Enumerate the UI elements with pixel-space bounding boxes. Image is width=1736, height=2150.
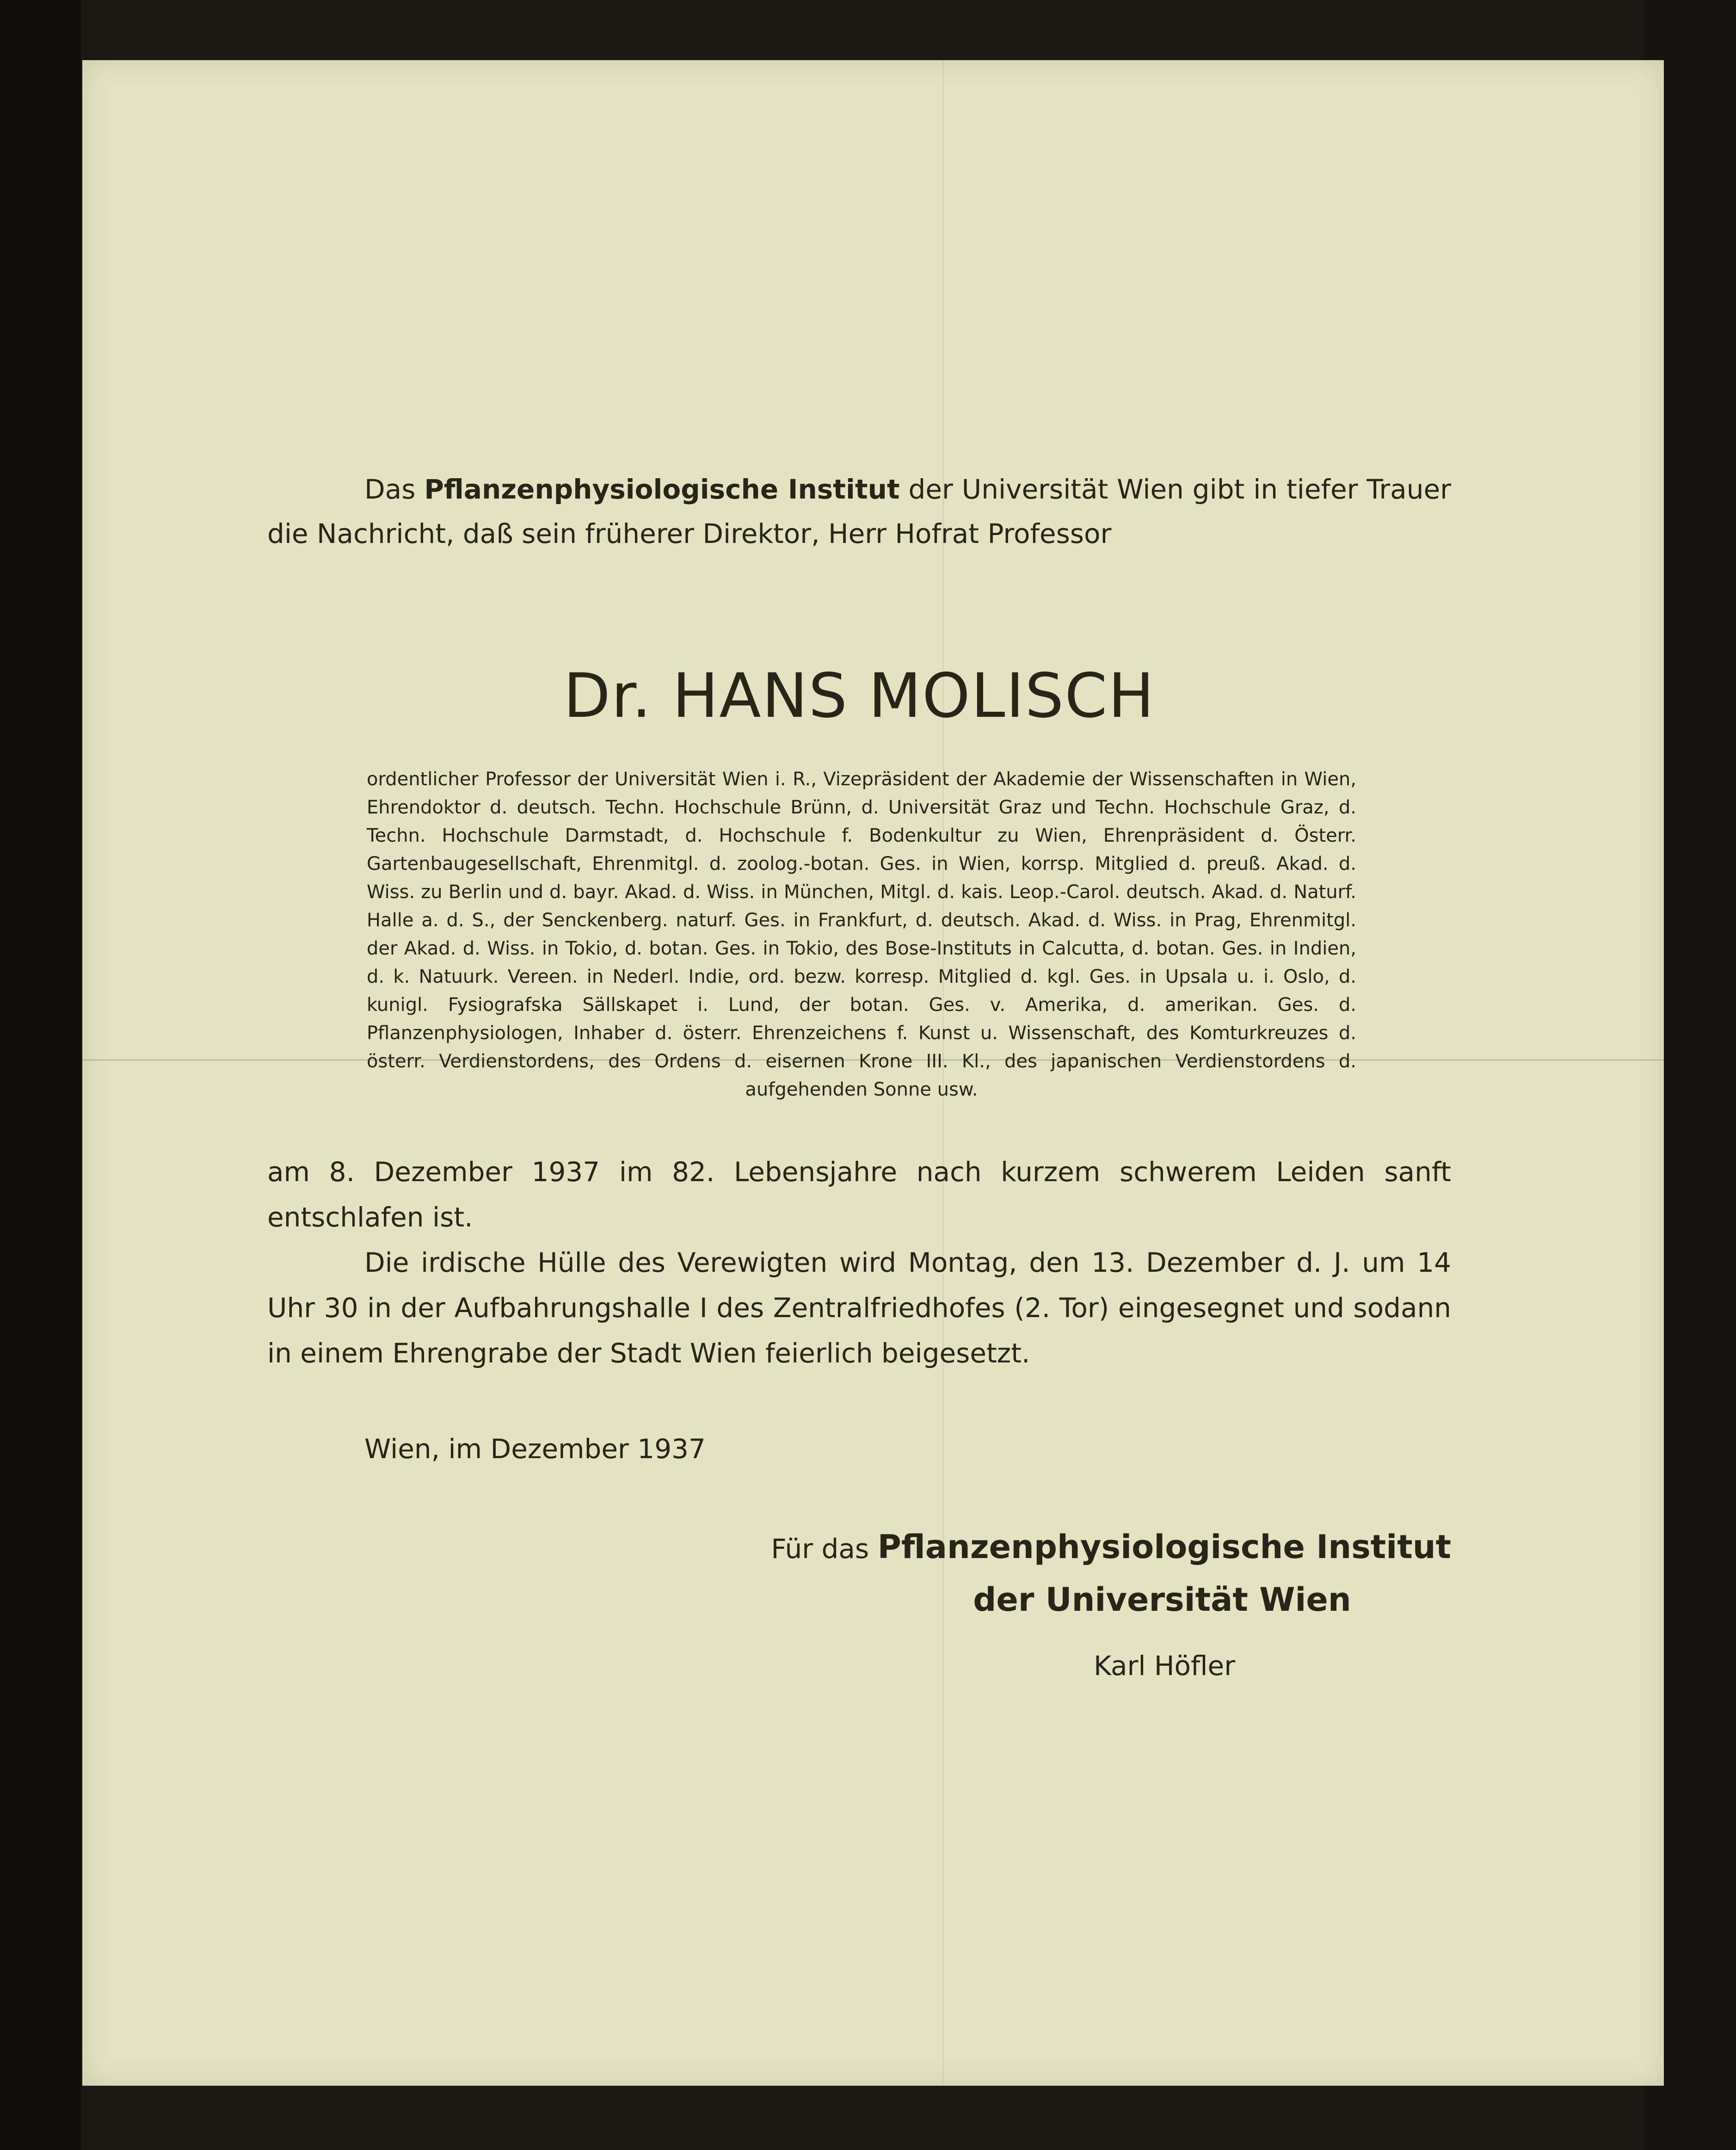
- signature-university: der Universität Wien: [973, 1581, 1351, 1619]
- intro-paragraph: [267, 467, 1451, 556]
- death-notice-sheet: [82, 60, 1664, 2086]
- signature-line-1: [767, 1522, 1451, 1574]
- signature-prefix: Für das: [771, 1533, 878, 1565]
- scan-background-left: [0, 0, 81, 2150]
- signature-institute: Pflanzenphysiologische Institut: [877, 1528, 1451, 1566]
- death-statement: am 8. Dezember 1937 im 82. Lebensjahre nach kurzem schwerem Leiden sanft entschlafen ist.: [267, 1156, 1451, 1233]
- intro-prefix: Das: [364, 474, 425, 505]
- signer-name: Karl Höfler: [1093, 1650, 1236, 1682]
- deceased-titles: ordentlicher Professor der Universität Wien i. R., Vizepräsident der Akademie der Wissenschaften in Wien, Ehrendoktor d. deutsch. Techn. Hochschule Brünn, d. Universität Graz und Techn. Hochschule Graz, d. Techn. Hochschule Darmstadt, d. Hochschule f. Bodenkultur zu Wien, Ehrenpräsident d. Österr. Gartenbaugesellschaft, Ehrenmitgl. d. zoolog.-botan. Ges. in Wien, korrsp. Mitglied d. preuß. Akad. d. Wiss. zu Berlin und d. bayr. Akad. d. Wiss. in München, Mitgl. d. kais. Leop.-Carol. deutsch. Akad. d. Naturf. Halle a. d. S., der Senckenberg. naturf. Ges. in Frankfurt, d. deutsch. Akad. d. Wiss. in Prag, Ehrenmitgl. der Akad. d. Wiss. in Tokio, d. botan. Ges. in Tokio, des Bose-Instituts in Calcutta, d. botan. Ges. in Indien, d. k. Natuurk. Vereen. in Nederl. Indie, ord. bezw. korresp. Mitglied d. kgl. Ges. in Upsala u. i. Oslo, d. kunigl. Fysiografska Sällskapet i. Lund, der botan. Ges. v. Amerika, d. amerikan. Ges. d. Pflanzenphysiologen, Inhaber d. österr. Ehrenzeichens f. Kunst u. Wissenschaft, des Komturkreuzes d. österr. Verdienstordens, des Ordens d. eisernen Krone III. Kl., des japanischen Verdienstordens d. aufgehenden Sonne usw.: [367, 769, 1356, 1100]
- intro-suffix: der Universität Wien gibt in tiefer Trauer die Nachricht, daß sein früherer Direktor, Herr Hofrat Professor: [267, 474, 1451, 549]
- institute-name: Pflanzenphysiologische Institut: [424, 474, 900, 505]
- death-notice-body: [267, 1149, 1451, 1376]
- funeral-statement: Die irdische Hülle des Verewigten wird Montag, den 13. Dezember d. J. um 14 Uhr 30 in der Aufbahrungshalle I des Zentralfriedhofes (2. Tor) eingesegnet und sodann in einem Ehrengrabe der Stadt Wien feierlich beigesetzt.: [267, 1247, 1451, 1369]
- deceased-name: Dr. HANS MOLISCH: [563, 660, 1155, 732]
- place-and-date: Wien, im Dezember 1937: [364, 1433, 706, 1465]
- signature-block: [767, 1522, 1451, 1688]
